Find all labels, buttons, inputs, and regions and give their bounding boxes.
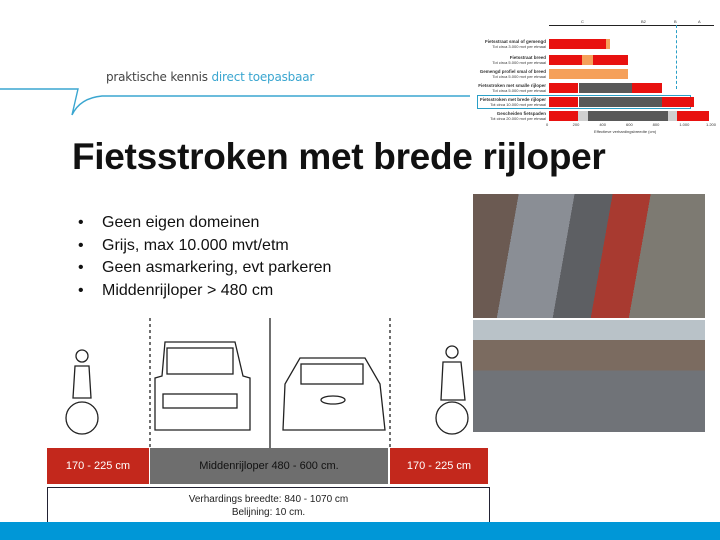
- row-label: Fietsstroken met brede rijloper Tot circa 10.000 mvt per etmaal: [479, 97, 546, 107]
- cyclist-left-icon: [66, 350, 98, 434]
- bar-segment: [549, 111, 578, 121]
- tagline: praktische kennis direct toepasbaar: [106, 70, 315, 84]
- bar-segment: [632, 83, 663, 93]
- scale-line: [549, 25, 714, 26]
- bar-segment: [588, 111, 668, 121]
- footer-bar: [0, 522, 720, 540]
- x-tick: 600: [626, 122, 633, 127]
- width-info-box: [47, 487, 490, 523]
- indicator-line: [676, 25, 677, 89]
- scale-label: A: [698, 19, 701, 24]
- row-label: Fietsstraat breed Tot circa 5.000 mvt per etmaal: [492, 55, 546, 65]
- pavement-width: Verhardings breedte: 840 - 1070 cm: [188, 494, 349, 505]
- bar-segment: [549, 83, 578, 93]
- bar-segment: [549, 55, 582, 65]
- scale-label: C: [581, 19, 584, 24]
- car-right-icon: [283, 358, 385, 430]
- bar-segment: [549, 39, 606, 49]
- bar-segment: [578, 111, 587, 121]
- car-left-icon: [155, 342, 250, 430]
- row-label: Fietsstraat smal of gemengd Tot circa 3.000 mvt per etmaal: [484, 39, 546, 49]
- bar-segment: [549, 69, 628, 79]
- scale-label: B2: [641, 19, 646, 24]
- bike-lane-left: 170 - 225 cm: [47, 448, 149, 484]
- bullet-item: • Geen asmarkering, evt parkeren: [78, 259, 332, 276]
- bike-lane-right: 170 - 225 cm: [390, 448, 488, 484]
- row-label: Gescheiden fietspaden Tot circa 20.000 mvt per etmaal: [490, 111, 546, 121]
- x-axis-label: Effectieve verhardingsbreedte (cm): [594, 129, 657, 134]
- row-label: Gemengd profiel smal of breed Tot circa 5.000 mvt per etmaal: [479, 69, 546, 79]
- row-label: Fietsstroken met smalle rijloper Tot circa 5.000 mvt per etmaal: [478, 83, 546, 93]
- bullet-list: [78, 214, 331, 304]
- middle-lane: Middenrijloper 480 - 600 cm.: [150, 448, 388, 484]
- x-tick: 200: [572, 122, 580, 127]
- mini-chart: [476, 15, 720, 137]
- slide-title: Fietsstroken met brede rijloper: [72, 136, 606, 177]
- x-tick: 400: [599, 122, 607, 127]
- bar-segment: [582, 55, 593, 65]
- bar-segment: [668, 111, 677, 121]
- street-photo-bottom: [473, 320, 705, 432]
- bar-segment: [593, 55, 628, 65]
- bullet-item: • Middenrijloper > 480 cm: [78, 281, 274, 299]
- bar-segment: [579, 97, 662, 107]
- x-tick: 1.200: [706, 122, 717, 127]
- road-profile-drawing: [45, 318, 495, 448]
- bullet-item: • Geen eigen domeinen: [78, 214, 260, 231]
- x-tick: 0: [546, 122, 549, 127]
- bar-segment: [549, 97, 578, 107]
- bar-segment: [677, 111, 709, 121]
- street-photo-top: [473, 194, 705, 318]
- bullet-item: • Grijs, max 10.000 mvt/etm: [78, 236, 289, 254]
- x-tick: 1.000: [679, 122, 690, 127]
- bar-segment: [662, 97, 694, 107]
- bar-segment: [606, 39, 609, 49]
- bar-segment: [579, 83, 632, 93]
- line-width: Belijning: 10 cm.: [231, 507, 306, 518]
- cyclist-right-icon: [436, 346, 468, 434]
- scale-label: B: [674, 19, 677, 24]
- x-tick: 800: [652, 122, 660, 127]
